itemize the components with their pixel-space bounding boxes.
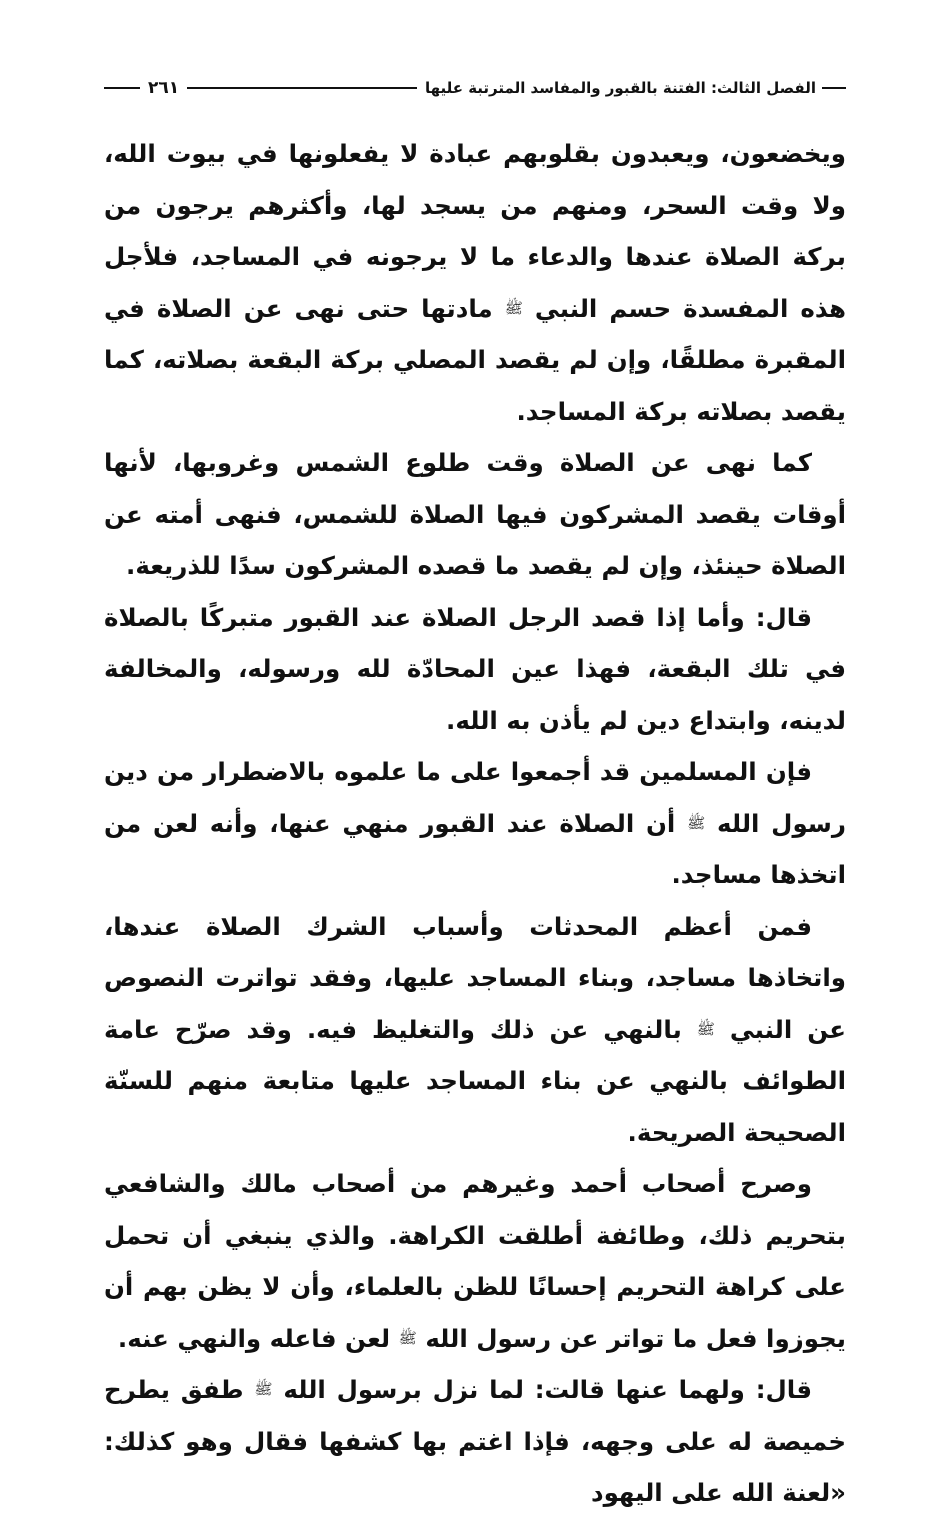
paragraph [104,592,846,747]
paragraph-text: أن الصلاة عند القبور منهي عنها، وأنه لعن من اتخذها مساجد. [104,808,846,889]
page-number: ٢٦١ [148,78,180,98]
chapter-title: الفصل الثالث: الفتنة بالقبور والمفاسد المترتبة عليها [424,79,816,97]
paragraph-text: فمن أعظم المحدثات وأسباب الشرك الصلاة عندها، واتخاذها مساجد، وبناء المساجد عليها، وفقد تواترت النصوص عن النبي [104,911,847,1044]
paragraph-text: وصرح أصحاب أحمد وغيرهم من أصحاب مالك والشافعي بتحريم ذلك، وطائفة أطلقت الكراهة. والذي ينبغي أن تحمل على كراهة التحريم إحسانًا للظن بالعلماء، وأن لا يظن بهم أن يجوزوا فعل ما تواتر عن رسول الله [104,1169,846,1353]
paragraph-text: فإن المسلمين قد أجمعوا على ما علموه بالاضطرار من دين رسول الله [104,757,847,838]
book-page [104,62,846,1519]
paragraph-text: طفق يطرح خميصة له على وجهه، فإذا اغتم بها كشفها فقال وهو كذلك: «لعنة الله على اليهود [104,1375,846,1507]
running-header [104,62,846,114]
paragraph [104,437,846,592]
paragraph-text: قال: وأما إذا قصد الرجل الصلاة عند القبور متبركًا بالصلاة في تلك البقعة، فهذا عين المحادّة لله ورسوله، والمخالفة لدينه، وابتداع دين لم يأذن به الله. [104,602,846,735]
paragraph [104,1364,846,1519]
body-text [104,128,846,1519]
paragraph [104,1158,846,1364]
header-rule-middle [187,87,417,89]
honorific-glyph: ﷺ [398,1328,417,1347]
paragraph [104,746,846,901]
header-rule-left [104,87,140,89]
paragraph-text: مادتها حتى نهى عن الصلاة في المقبرة مطلقًا، وإن لم يقصد المصلي بركة البقعة بصلاته، كما يقصد بصلاته بركة المساجد. [104,293,846,426]
honorific-glyph: ﷺ [254,1380,273,1398]
paragraph-text: كما نهى عن الصلاة وقت طلوع الشمس وغروبها، لأنها أوقات يقصد المشركون فيها الصلاة للشمس، فنهى أمته عن الصلاة حينئذ، وإن لم يقصد ما قصده المشركون سدًا للذريعة. [104,448,846,580]
paragraph [104,128,846,437]
paragraph-text: لعن فاعله والنهي عنه. [117,1323,391,1353]
paragraph-text: قال: ولهما عنها قالت: لما نزل برسول الله [283,1375,813,1404]
honorific-glyph: ﷺ [504,298,523,317]
header-rule-right [822,87,846,89]
honorific-glyph: ﷺ [696,1019,715,1038]
paragraph-text: بالنهي عن ذلك والتغليظ فيه. وقد صرّح عامة الطوائف بالنهي عن بناء المساجد عليها متابعة منهم للسنّة الصحيحة الصريحة. [104,1014,846,1147]
honorific-glyph: ﷺ [687,813,706,832]
paragraph-text: ويخضعون، ويعبدون بقلوبهم عبادة لا يفعلونها في بيوت الله، ولا وقت السحر، ومنهم من يسجد لها، وأكثرهم يرجون من بركة الصلاة عندها والدعاء ما لا يرجونه في المساجد، فلأجل هذه المفسدة حسم النبي [104,139,847,323]
paragraph [104,901,846,1159]
